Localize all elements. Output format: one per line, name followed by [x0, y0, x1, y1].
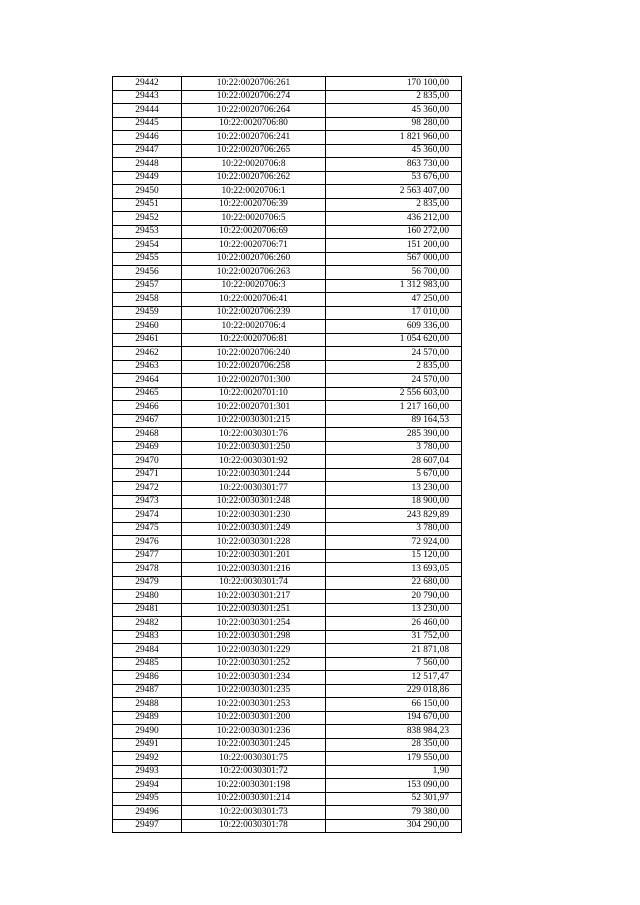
row-number-cell: 29490 [113, 725, 182, 739]
row-number-cell: 29447 [113, 144, 182, 158]
cadastral-number-cell: 10:22:0030301:235 [182, 684, 326, 698]
amount-cell: 20 790,00 [326, 590, 462, 604]
table-row [113, 522, 462, 536]
table-row [113, 765, 462, 779]
cadastral-number-cell: 10:22:0020706:264 [182, 104, 326, 118]
cadastral-number-cell: 10:22:0020701:301 [182, 401, 326, 415]
amount-cell: 89 164,53 [326, 414, 462, 428]
table-row [113, 725, 462, 739]
table-row [113, 266, 462, 280]
amount-cell: 838 984,23 [326, 725, 462, 739]
cadastral-number-cell: 10:22:0020706:1 [182, 185, 326, 199]
table-row [113, 455, 462, 469]
amount-cell: 13 693,05 [326, 563, 462, 577]
table-row [113, 644, 462, 658]
row-number-cell: 29462 [113, 347, 182, 361]
table-row [113, 819, 462, 833]
amount-cell: 2 556 603,00 [326, 387, 462, 401]
amount-cell: 285 390,00 [326, 428, 462, 442]
row-number-cell: 29450 [113, 185, 182, 199]
amount-cell: 56 700,00 [326, 266, 462, 280]
table-row [113, 90, 462, 104]
cadastral-number-cell: 10:22:0030301:201 [182, 549, 326, 563]
row-number-cell: 29496 [113, 806, 182, 820]
cadastral-number-cell: 10:22:0030301:200 [182, 711, 326, 725]
row-number-cell: 29473 [113, 495, 182, 509]
table-row [113, 104, 462, 118]
amount-cell: 18 900,00 [326, 495, 462, 509]
table-row [113, 360, 462, 374]
cadastral-number-cell: 10:22:0020706:39 [182, 198, 326, 212]
row-number-cell: 29445 [113, 117, 182, 131]
table-row [113, 698, 462, 712]
amount-cell: 45 360,00 [326, 144, 462, 158]
table-row [113, 414, 462, 428]
row-number-cell: 29468 [113, 428, 182, 442]
amount-cell: 179 550,00 [326, 752, 462, 766]
amount-cell: 45 360,00 [326, 104, 462, 118]
table-row [113, 617, 462, 631]
cadastral-number-cell: 10:22:0030301:249 [182, 522, 326, 536]
cadastral-number-cell: 10:22:0030301:248 [182, 495, 326, 509]
table-row [113, 239, 462, 253]
cadastral-number-cell: 10:22:0030301:198 [182, 779, 326, 793]
cadastral-number-cell: 10:22:0020706:263 [182, 266, 326, 280]
cadastral-number-cell: 10:22:0020706:241 [182, 131, 326, 145]
table-row [113, 468, 462, 482]
row-number-cell: 29487 [113, 684, 182, 698]
row-number-cell: 29491 [113, 738, 182, 752]
row-number-cell: 29479 [113, 576, 182, 590]
amount-cell: 2 563 407,00 [326, 185, 462, 199]
row-number-cell: 29486 [113, 671, 182, 685]
cadastral-number-cell: 10:22:0030301:234 [182, 671, 326, 685]
row-number-cell: 29452 [113, 212, 182, 226]
row-number-cell: 29449 [113, 171, 182, 185]
table-row [113, 171, 462, 185]
row-number-cell: 29471 [113, 468, 182, 482]
row-number-cell: 29478 [113, 563, 182, 577]
table-row [113, 279, 462, 293]
row-number-cell: 29481 [113, 603, 182, 617]
table-row [113, 347, 462, 361]
row-number-cell: 29475 [113, 522, 182, 536]
amount-cell: 53 676,00 [326, 171, 462, 185]
cadastral-number-cell: 10:22:0030301:92 [182, 455, 326, 469]
amount-cell: 24 570,00 [326, 374, 462, 388]
table-row [113, 711, 462, 725]
amount-cell: 1 054 620,00 [326, 333, 462, 347]
amount-cell: 24 570,00 [326, 347, 462, 361]
row-number-cell: 29485 [113, 657, 182, 671]
table-row [113, 306, 462, 320]
amount-cell: 229 018,86 [326, 684, 462, 698]
row-number-cell: 29467 [113, 414, 182, 428]
cadastral-number-cell: 10:22:0030301:76 [182, 428, 326, 442]
row-number-cell: 29495 [113, 792, 182, 806]
table-row [113, 441, 462, 455]
row-number-cell: 29482 [113, 617, 182, 631]
row-number-cell: 29457 [113, 279, 182, 293]
cadastral-number-cell: 10:22:0020706:81 [182, 333, 326, 347]
amount-cell: 28 607,04 [326, 455, 462, 469]
table-row [113, 225, 462, 239]
row-number-cell: 29492 [113, 752, 182, 766]
amount-cell: 151 200,00 [326, 239, 462, 253]
cadastral-number-cell: 10:22:0030301:216 [182, 563, 326, 577]
table-row [113, 779, 462, 793]
amount-cell: 436 212,00 [326, 212, 462, 226]
table-row [113, 671, 462, 685]
cadastral-number-cell: 10:22:0020706:262 [182, 171, 326, 185]
row-number-cell: 29461 [113, 333, 182, 347]
cadastral-number-cell: 10:22:0030301:244 [182, 468, 326, 482]
amount-cell: 21 871,08 [326, 644, 462, 658]
cadastral-number-cell: 10:22:0030301:77 [182, 482, 326, 496]
amount-cell: 52 301,97 [326, 792, 462, 806]
amount-cell: 153 090,00 [326, 779, 462, 793]
amount-cell: 47 250,00 [326, 293, 462, 307]
cadastral-number-cell: 10:22:0020706:265 [182, 144, 326, 158]
amount-cell: 3 780,00 [326, 522, 462, 536]
row-number-cell: 29459 [113, 306, 182, 320]
table-row [113, 428, 462, 442]
table-row [113, 293, 462, 307]
table-row [113, 563, 462, 577]
row-number-cell: 29480 [113, 590, 182, 604]
table-row [113, 333, 462, 347]
cadastral-number-cell: 10:22:0030301:251 [182, 603, 326, 617]
row-number-cell: 29453 [113, 225, 182, 239]
row-number-cell: 29448 [113, 158, 182, 172]
amount-cell: 243 829,89 [326, 509, 462, 523]
cadastral-number-cell: 10:22:0030301:215 [182, 414, 326, 428]
amount-cell: 1 217 160,00 [326, 401, 462, 415]
table-row [113, 549, 462, 563]
amount-cell: 160 272,00 [326, 225, 462, 239]
amount-cell: 17 010,00 [326, 306, 462, 320]
table-row [113, 401, 462, 415]
row-number-cell: 29493 [113, 765, 182, 779]
row-number-cell: 29466 [113, 401, 182, 415]
amount-cell: 1 821 960,00 [326, 131, 462, 145]
data-table [112, 76, 462, 833]
table-row [113, 252, 462, 266]
table-row [113, 320, 462, 334]
amount-cell: 5 670,00 [326, 468, 462, 482]
table-row [113, 374, 462, 388]
cadastral-number-cell: 10:22:0020706:5 [182, 212, 326, 226]
table-row [113, 509, 462, 523]
table-row [113, 387, 462, 401]
table-body [113, 77, 462, 833]
table-row [113, 603, 462, 617]
row-number-cell: 29483 [113, 630, 182, 644]
amount-cell: 3 780,00 [326, 441, 462, 455]
row-number-cell: 29470 [113, 455, 182, 469]
row-number-cell: 29458 [113, 293, 182, 307]
cadastral-number-cell: 10:22:0020701:300 [182, 374, 326, 388]
cadastral-number-cell: 10:22:0030301:228 [182, 536, 326, 550]
amount-cell: 567 000,00 [326, 252, 462, 266]
amount-cell: 79 380,00 [326, 806, 462, 820]
cadastral-number-cell: 10:22:0020706:71 [182, 239, 326, 253]
row-number-cell: 29476 [113, 536, 182, 550]
row-number-cell: 29442 [113, 77, 182, 91]
row-number-cell: 29494 [113, 779, 182, 793]
amount-cell: 28 350,00 [326, 738, 462, 752]
cadastral-number-cell: 10:22:0030301:252 [182, 657, 326, 671]
amount-cell: 863 730,00 [326, 158, 462, 172]
cadastral-number-cell: 10:22:0030301:250 [182, 441, 326, 455]
cadastral-number-cell: 10:22:0020706:258 [182, 360, 326, 374]
row-number-cell: 29469 [113, 441, 182, 455]
cadastral-number-cell: 10:22:0020706:80 [182, 117, 326, 131]
amount-cell: 26 460,00 [326, 617, 462, 631]
table-row [113, 131, 462, 145]
cadastral-number-cell: 10:22:0030301:72 [182, 765, 326, 779]
row-number-cell: 29444 [113, 104, 182, 118]
table-row [113, 185, 462, 199]
amount-cell: 2 835,00 [326, 360, 462, 374]
amount-cell: 7 560,00 [326, 657, 462, 671]
cadastral-number-cell: 10:22:0020706:8 [182, 158, 326, 172]
row-number-cell: 29464 [113, 374, 182, 388]
cadastral-number-cell: 10:22:0020706:261 [182, 77, 326, 91]
cadastral-number-cell: 10:22:0020706:239 [182, 306, 326, 320]
amount-cell: 1 312 983,00 [326, 279, 462, 293]
row-number-cell: 29460 [113, 320, 182, 334]
cadastral-number-cell: 10:22:0030301:229 [182, 644, 326, 658]
amount-cell: 2 835,00 [326, 198, 462, 212]
cadastral-number-cell: 10:22:0020706:41 [182, 293, 326, 307]
table-row [113, 752, 462, 766]
cadastral-number-cell: 10:22:0030301:298 [182, 630, 326, 644]
row-number-cell: 29497 [113, 819, 182, 833]
row-number-cell: 29484 [113, 644, 182, 658]
table-row [113, 495, 462, 509]
cadastral-number-cell: 10:22:0030301:245 [182, 738, 326, 752]
cadastral-number-cell: 10:22:0020706:69 [182, 225, 326, 239]
table-row [113, 158, 462, 172]
table-row [113, 482, 462, 496]
row-number-cell: 29443 [113, 90, 182, 104]
amount-cell: 1,90 [326, 765, 462, 779]
table-row [113, 630, 462, 644]
table-row [113, 738, 462, 752]
table-row [113, 212, 462, 226]
row-number-cell: 29451 [113, 198, 182, 212]
cadastral-number-cell: 10:22:0030301:236 [182, 725, 326, 739]
table-row [113, 657, 462, 671]
row-number-cell: 29456 [113, 266, 182, 280]
cadastral-number-cell: 10:22:0030301:214 [182, 792, 326, 806]
row-number-cell: 29463 [113, 360, 182, 374]
row-number-cell: 29454 [113, 239, 182, 253]
amount-cell: 13 230,00 [326, 482, 462, 496]
cadastral-number-cell: 10:22:0030301:230 [182, 509, 326, 523]
amount-cell: 609 336,00 [326, 320, 462, 334]
cadastral-number-cell: 10:22:0020706:240 [182, 347, 326, 361]
cadastral-number-cell: 10:22:0030301:73 [182, 806, 326, 820]
cadastral-number-cell: 10:22:0030301:253 [182, 698, 326, 712]
row-number-cell: 29465 [113, 387, 182, 401]
amount-cell: 170 100,00 [326, 77, 462, 91]
cadastral-number-cell: 10:22:0020706:274 [182, 90, 326, 104]
amount-cell: 72 924,00 [326, 536, 462, 550]
row-number-cell: 29477 [113, 549, 182, 563]
row-number-cell: 29489 [113, 711, 182, 725]
table-row [113, 77, 462, 91]
row-number-cell: 29455 [113, 252, 182, 266]
table-row [113, 684, 462, 698]
amount-cell: 66 150,00 [326, 698, 462, 712]
row-number-cell: 29488 [113, 698, 182, 712]
amount-cell: 194 670,00 [326, 711, 462, 725]
row-number-cell: 29472 [113, 482, 182, 496]
amount-cell: 98 280,00 [326, 117, 462, 131]
cadastral-number-cell: 10:22:0030301:78 [182, 819, 326, 833]
amount-cell: 12 517,47 [326, 671, 462, 685]
table-row [113, 117, 462, 131]
amount-cell: 13 230,00 [326, 603, 462, 617]
table-row [113, 590, 462, 604]
amount-cell: 2 835,00 [326, 90, 462, 104]
row-number-cell: 29446 [113, 131, 182, 145]
cadastral-number-cell: 10:22:0030301:217 [182, 590, 326, 604]
cadastral-number-cell: 10:22:0020706:4 [182, 320, 326, 334]
amount-cell: 31 752,00 [326, 630, 462, 644]
table-row [113, 806, 462, 820]
cadastral-number-cell: 10:22:0020706:3 [182, 279, 326, 293]
amount-cell: 15 120,00 [326, 549, 462, 563]
table-row [113, 198, 462, 212]
cadastral-number-cell: 10:22:0030301:74 [182, 576, 326, 590]
cadastral-number-cell: 10:22:0030301:75 [182, 752, 326, 766]
table-row [113, 576, 462, 590]
table-row [113, 536, 462, 550]
amount-cell: 22 680,00 [326, 576, 462, 590]
table-row [113, 792, 462, 806]
cadastral-number-cell: 10:22:0020701:10 [182, 387, 326, 401]
cadastral-number-cell: 10:22:0020706:260 [182, 252, 326, 266]
cadastral-number-cell: 10:22:0030301:254 [182, 617, 326, 631]
row-number-cell: 29474 [113, 509, 182, 523]
table-row [113, 144, 462, 158]
amount-cell: 304 290,00 [326, 819, 462, 833]
